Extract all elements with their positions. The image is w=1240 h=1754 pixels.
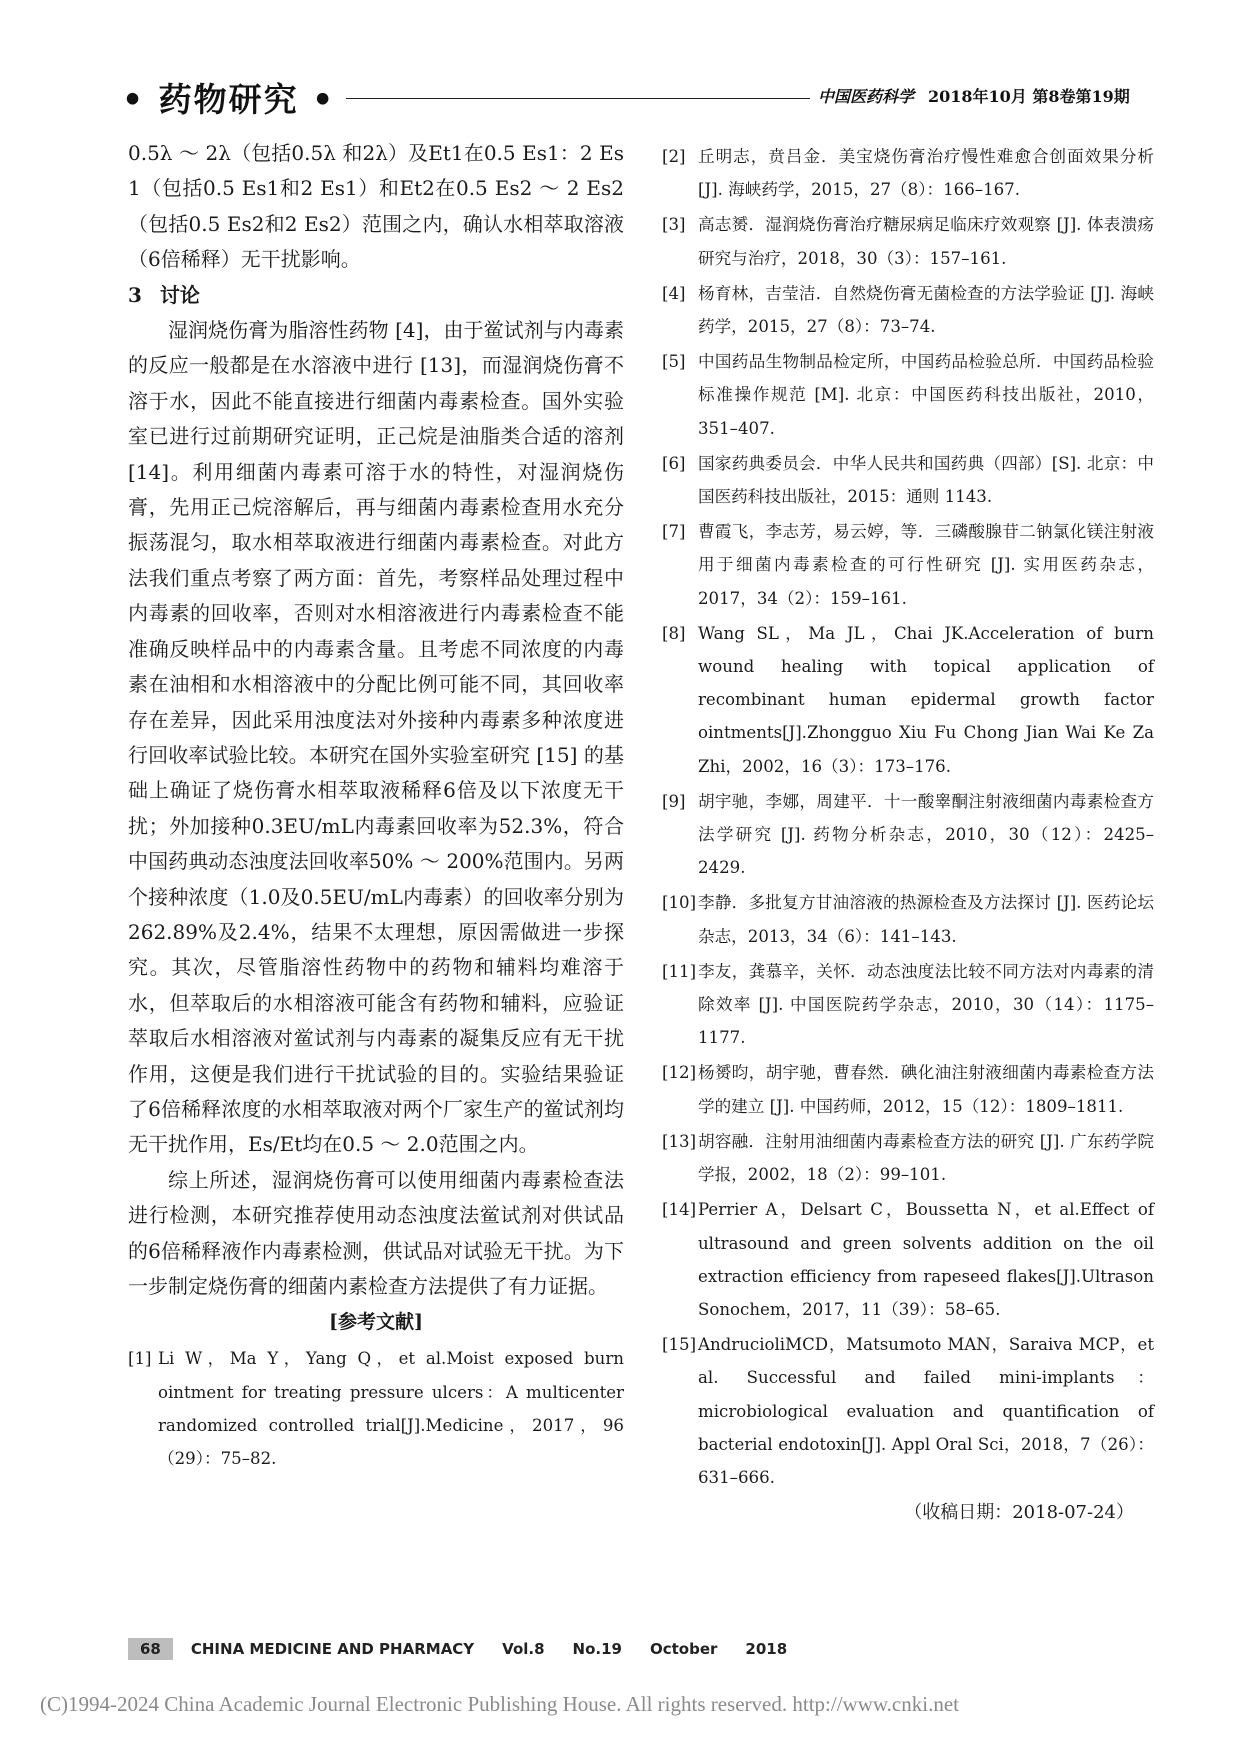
- reference-text: 杨育林，吉莹洁．自然烧伤膏无菌检查的方法学验证 [J]. 海峡药学，2015，27（8）：73–74.: [698, 283, 1154, 337]
- continuation-paragraph: 0.5λ ～ 2λ（包括0.5λ 和2λ）及Et1在0.5 Es1：2 Es1（包括0.5 Es1和2 Es1）和Et2在0.5 Es2 ～ 2 Es2（包括0.5 Es2和2 Es2）范围之内，确认水相萃取溶液（6倍稀释）无干扰影响。: [128, 141, 624, 272]
- section-header: • 药物研究 •: [122, 80, 336, 119]
- reference-text: 高志赟．湿润烧伤膏治疗糖尿病足临床疗效观察 [J]. 体表溃疡研究与治疗，2018，30（3）：157–161.: [698, 215, 1154, 268]
- reference-item: [662, 515, 1154, 615]
- reference-number: [3]: [662, 215, 686, 235]
- left-column: [128, 136, 624, 1475]
- footer-volume: Vol.8: [502, 1640, 545, 1658]
- journal-header: [818, 84, 1152, 107]
- reference-item: [662, 277, 1154, 343]
- reference-item: [662, 1328, 1154, 1494]
- reference-text: 国家药典委员会．中华人民共和国药典（四部）[S]. 北京：中国医药科技出版社，2015：通则 1143.: [698, 453, 1154, 507]
- reference-text: 丘明志，贲吕金．美宝烧伤膏治疗慢性难愈合创面效果分析 [J]. 海峡药学，2015，27（8）：166–167.: [698, 147, 1154, 200]
- reference-item: [662, 1193, 1154, 1326]
- reference-number: [1]: [128, 1349, 152, 1369]
- copyright-notice: (C)1994-2024 China Academic Journal Electronic Publishing House. All rights reserved. http://www.cnki.net: [40, 1692, 959, 1716]
- section-number: 3: [128, 282, 142, 307]
- received-date: （收稿日期：2018-07-24）: [904, 1502, 1134, 1524]
- right-column: [662, 140, 1154, 1530]
- reference-number: [15]: [662, 1335, 697, 1355]
- reference-item: [662, 1056, 1154, 1122]
- reference-item: [128, 1342, 624, 1475]
- reference-item: [662, 345, 1154, 445]
- reference-number: [8]: [662, 623, 686, 643]
- page-footer: [128, 1636, 815, 1662]
- reference-number: [9]: [662, 791, 686, 811]
- section-title: 讨论: [159, 282, 200, 307]
- discussion-paragraph-2: 综上所述，湿润烧伤膏可以使用细菌内毒素检查法进行检测，本研究推荐使用动态浊度法鲎试剂对供试品的6倍稀释液作内毒素检测，供试品对试验无干扰。为下一步制定烧伤膏的细菌内素检查方法提供了有力证据。: [128, 1167, 624, 1298]
- reference-number: [4]: [662, 283, 686, 303]
- reference-item: [662, 1125, 1154, 1191]
- reference-text: AndrucioliMCD，Matsumoto MAN，Saraiva MCP，et al. Successful and failed mini-implants：microbiological evaluation and quantification of bacterial endotoxin[J]. Appl Oral Sci，2018，7（26）：631–666.: [698, 1335, 1154, 1487]
- reference-item: [662, 140, 1154, 206]
- reference-number: [12]: [662, 1063, 697, 1083]
- reference-text: 杨赟昀，胡宇驰，曹春然．碘化油注射液细菌内毒素检查方法学的建立 [J]. 中国药师，2012，15（12）：1809–1811.: [698, 1063, 1154, 1116]
- reference-item: [662, 785, 1154, 885]
- reference-text: Perrier A，Delsart C，Boussetta N，et al.Effect of ultrasound and green solvents addition on the oil extraction efficiency from rapeseed flakes[J].Ultrason Sonochem，2017，11（39）：58–65.: [698, 1200, 1154, 1319]
- reference-text: Li W，Ma Y，Yang Q，et al.Moist exposed burn ointment for treating pressure ulcers：A multicenter randomized controlled trial[J].Medicine，2017，96（29）：75–82.: [158, 1349, 624, 1469]
- reference-text: 胡宇驰，李娜，周建平．十一酸睾酮注射液细菌内毒素检查方法学研究 [J]. 药物分析杂志，2010，30（12）：2425–2429.: [698, 791, 1154, 878]
- page-number: 68: [128, 1638, 173, 1660]
- reference-number: [10]: [662, 893, 697, 913]
- reference-item: [662, 886, 1154, 952]
- footer-journal: CHINA MEDICINE AND PHARMACY: [190, 1640, 475, 1658]
- header-rule: [346, 98, 810, 99]
- footer-month: October: [649, 1640, 718, 1658]
- reference-number: [13]: [662, 1131, 697, 1151]
- reference-text: 中国药品生物制品检定所，中国药品检验总所．中国药品检验标准操作规范 [M]. 北京：中国医药科技出版社，2010，351–407.: [698, 352, 1154, 438]
- reference-number: [11]: [662, 961, 697, 981]
- reference-text: 曹霞飞，李志芳，易云婷，等．三磷酸腺苷二钠氯化镁注射液用于细菌内毒素检查的可行性研究 [J]. 实用医药杂志，2017，34（2）：159–161.: [698, 522, 1154, 608]
- references-heading: [参考文献]: [329, 1311, 423, 1334]
- issue-info: 2018年10月 第8卷第19期: [928, 87, 1130, 106]
- reference-item: [662, 955, 1154, 1055]
- discussion-paragraph-1: 湿润烧伤膏为脂溶性药物 [4]，由于鲎试剂与内毒素的反应一般都是在水溶液中进行 [13]，而湿润烧伤膏不溶于水，因此不能直接进行细菌内毒素检查。国外实验室已进行过前期研究证明，正己烷是油脂类合适的溶剂 [14]。利用细菌内毒素可溶于水的特性，对湿润烧伤膏，先用正己烷溶解后，再与细菌内毒素检查用水充分振荡混匀，取水相萃取液进行细菌内毒素检查。对此方法我们重点考察了两方面：首先，考察样品处理过程中内毒素的回收率，否则对水相溶液进行内毒素检查不能准确反映样品中的内毒素含量。且考虑不同浓度的内毒素在油相和水相溶液中的分配比例可能不同，其回收率存在差异，因此采用浊度法对外接种内毒素多种浓度进行回收率试验比较。本研究在国外实验室研究 [15] 的基础上确证了烧伤膏水相萃取液稀释6倍及以下浓度无干扰；外加接种0.3EU/mL内毒素回收率为52.3%，符合中国药典动态浊度法回收率50% ～ 200%范围内。另两个接种浓度（1.0及0.5EU/mL内毒素）的回收率分别为262.89%及2.4%，结果不太理想，原因需做进一步探究。其次，尽管脂溶性药物中的药物和辅料均难溶于水，但萃取后的水相溶液可能含有药物和辅料，应验证萃取后水相溶液对鲎试剂与内毒素的凝集反应有无干扰作用，这便是我们进行干扰试验的目的。实验结果验证了6倍稀释浓度的水相萃取液对两个厂家生产的鲎试剂均无干扰作用，Es/Et均在0.5 ～ 2.0范围之内。: [128, 318, 624, 1157]
- reference-text: Wang SL，Ma JL，Chai JK.Acceleration of burn wound healing with topical application of recombinant human epidermal growth factor ointments[J].Zhongguo Xiu Fu Chong Jian Wai Ke Za Zhi，2002，16（3）：173–176.: [698, 623, 1154, 776]
- reference-number: [2]: [662, 147, 686, 166]
- reference-number: [7]: [662, 522, 686, 542]
- journal-brand: 中国医药科学: [818, 87, 915, 106]
- reference-number: [14]: [662, 1200, 697, 1220]
- reference-item: [662, 617, 1154, 783]
- reference-item: [662, 208, 1154, 274]
- reference-text: 李静．多批复方甘油溶液的热源检查及方法探讨 [J]. 医药论坛杂志，2013，34（6）：141–143.: [698, 893, 1154, 946]
- section-heading: [128, 278, 624, 313]
- reference-text: 李友，龚慕辛，关怀．动态浊度法比较不同方法对内毒素的清除效率 [J]. 中国医院药学杂志，2010，30（14）：1175–1177.: [698, 961, 1154, 1048]
- reference-number: [5]: [662, 352, 686, 372]
- footer-number: No.19: [572, 1640, 622, 1658]
- reference-item: [662, 447, 1154, 513]
- reference-number: [6]: [662, 453, 686, 473]
- footer-year: 2018: [745, 1640, 788, 1658]
- reference-text: 胡容融．注射用油细菌内毒素检查方法的研究 [J]. 广东药学院学报，2002，18（2）：99–101.: [698, 1131, 1154, 1185]
